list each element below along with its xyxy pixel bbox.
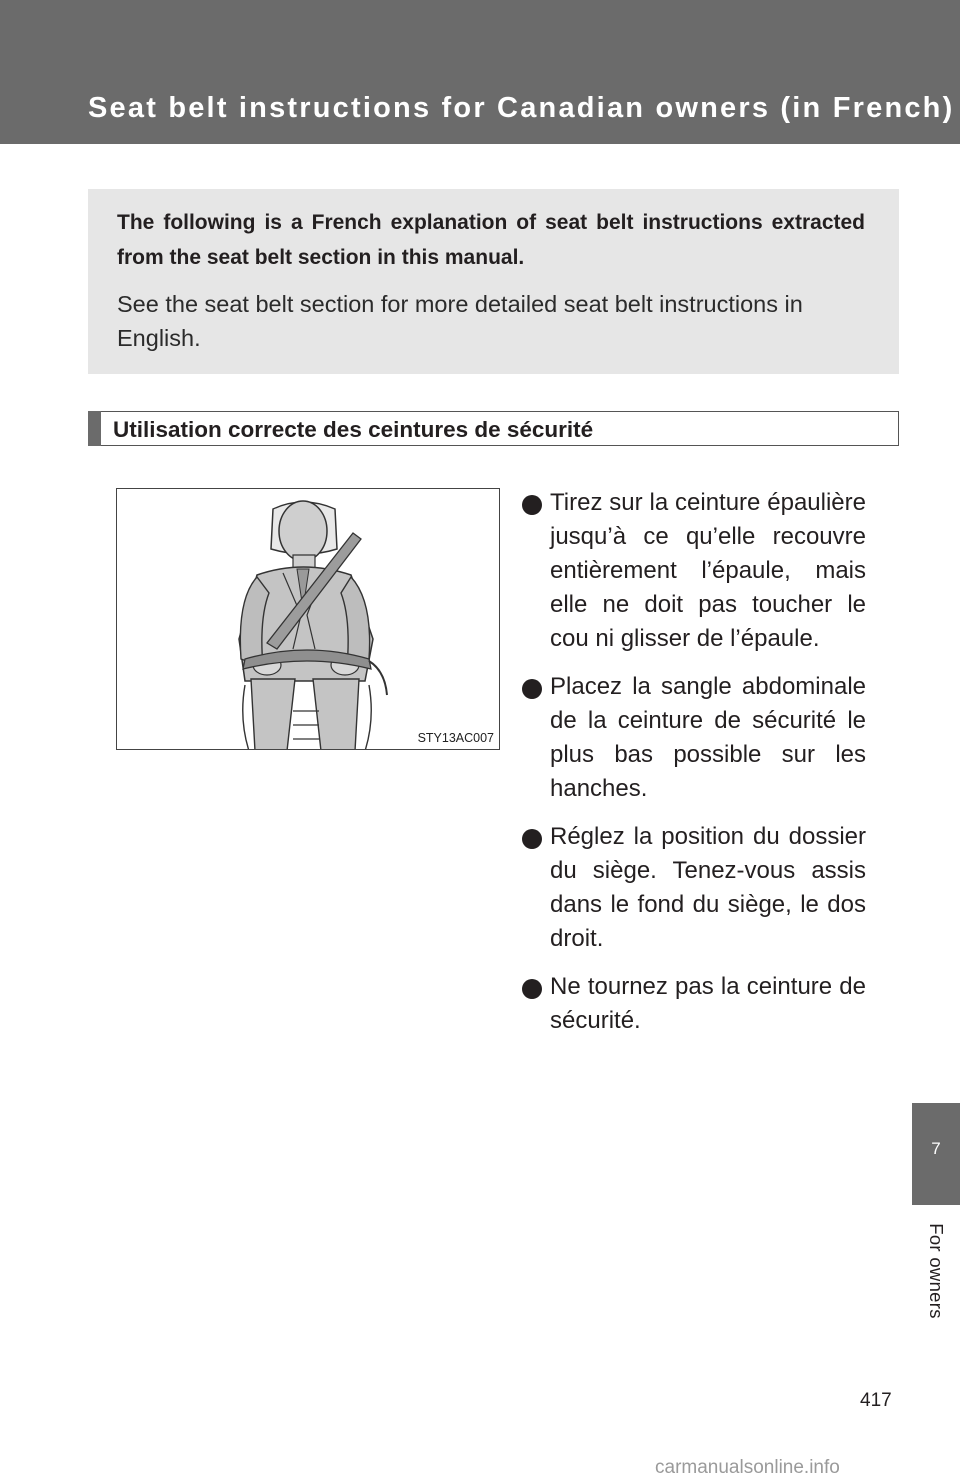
section-heading — [88, 411, 899, 446]
bullet-icon — [522, 829, 542, 849]
chapter-label: For owners — [926, 1223, 947, 1319]
bullet-text: Réglez la position du dossier du siège. Tenez-vous assis dans le fond du siège, le dos droit. — [550, 823, 866, 952]
section-heading-bar — [88, 411, 101, 446]
bullet-list — [522, 486, 866, 1052]
page-number: 417 — [860, 1390, 892, 1411]
bullet-text: Placez la sangle abdominale de la ceinture de sécurité le plus bas possible sur les hanches. — [550, 673, 866, 802]
list-item — [522, 670, 866, 806]
seat-base — [293, 711, 319, 739]
list-item — [522, 970, 866, 1038]
chapter-number: 7 — [931, 1139, 941, 1158]
seat-side-left — [243, 685, 249, 750]
page-title: Seat belt instructions for Canadian owners (in French) — [88, 92, 955, 124]
section-heading-label: Utilisation correcte des ceintures de sécurité — [113, 417, 594, 442]
bullet-icon — [522, 679, 542, 699]
list-item — [522, 820, 866, 956]
chapter-tab[interactable] — [912, 1103, 960, 1205]
seat-side-right — [365, 685, 371, 750]
intro-box — [88, 189, 899, 374]
list-item — [522, 486, 866, 656]
bullet-text: Ne tournez pas la ceinture de sécurité. — [550, 973, 866, 1034]
bullet-icon — [522, 495, 542, 515]
intro-bold-text: The following is a French explanation of seat belt instructions extracted from the seat belt section in this manual. — [117, 211, 865, 269]
seated-person-illustration — [117, 489, 500, 750]
bullet-icon — [522, 979, 542, 999]
head-shape — [279, 501, 327, 561]
watermark: carmanualsonline.info — [655, 1457, 840, 1478]
intro-normal-text: See the seat belt section for more detailed seat belt instructions in English. — [117, 291, 803, 351]
figure-code: STY13AC007 — [417, 731, 494, 745]
belt-tail — [369, 661, 387, 695]
bullet-text: Tirez sur la ceinture épaulière jusqu’à ce qu’elle recouvre entièrement l’épaule, mais elle ne doit pas toucher le cou ni glisser de l’épaule. — [550, 489, 866, 652]
right-leg — [313, 679, 359, 750]
left-leg — [251, 679, 295, 750]
chapter-label-area — [912, 1205, 960, 1337]
seat-belt-figure — [116, 488, 500, 750]
